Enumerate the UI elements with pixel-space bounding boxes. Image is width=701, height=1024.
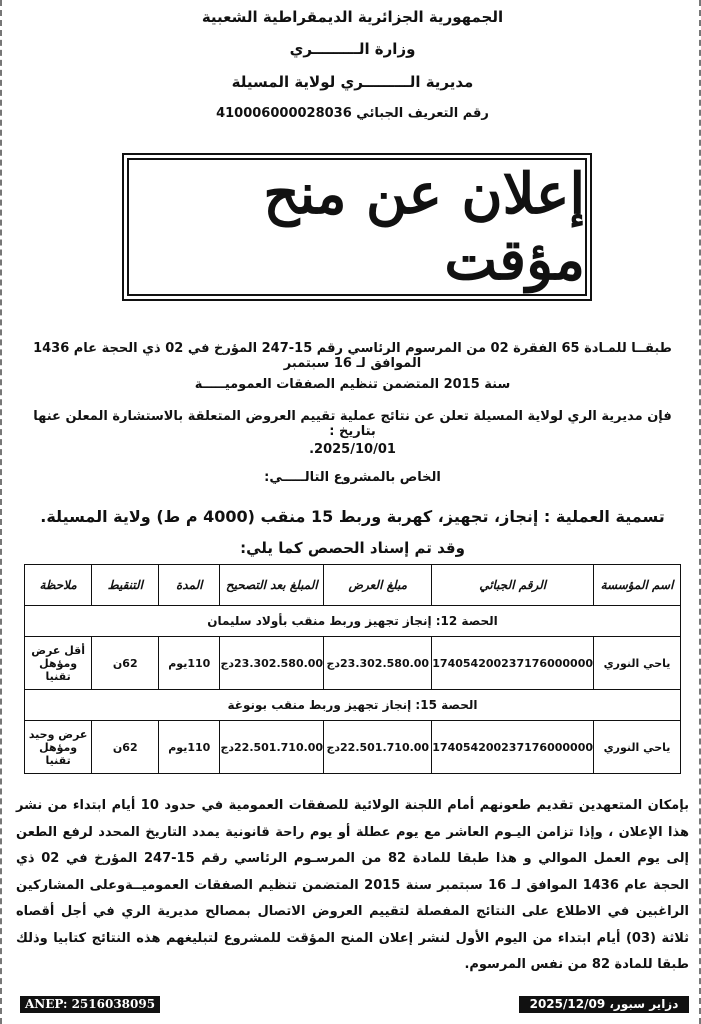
- corrected-amount-cell: 22.501.710.00دج: [220, 721, 324, 774]
- note-line-2: ومؤهل تقنيا: [39, 740, 78, 767]
- corrected-amount-cell: 23.302.580.00دج: [220, 637, 324, 690]
- table-row: [25, 721, 681, 774]
- publication-date: دزاير سبور، 2025/12/09: [519, 996, 689, 1013]
- col-score: التنقيط: [92, 565, 159, 606]
- results-table: [24, 564, 681, 774]
- directorate-heading: مديرية الـــــــــري لولاية المسيلة: [231, 73, 474, 91]
- lot-title-row: [25, 690, 681, 721]
- note-line-2: ومؤهل تقنيا: [39, 656, 78, 683]
- col-offer-amount: مبلغ العرض: [324, 565, 432, 606]
- duration-cell: 110يوم: [159, 637, 220, 690]
- company-cell: ياحي النوري: [594, 637, 681, 690]
- score-cell: 62ن: [92, 637, 159, 690]
- col-duration: المدة: [159, 565, 220, 606]
- intro-project-label: الخاص بالمشروع التالـــــي:: [264, 470, 441, 485]
- tax-number-cell: 174054200237176000000: [432, 721, 594, 774]
- table-header-row: [25, 565, 681, 606]
- note-cell: [25, 721, 92, 774]
- allocation-line: وقد تم إسناد الحصص كما يلي:: [240, 539, 465, 557]
- col-corrected-amount: المبلغ بعد التصحيح: [220, 565, 324, 606]
- col-note: ملاحظة: [25, 565, 92, 606]
- duration-cell: 110يوم: [159, 721, 220, 774]
- lot-title: الحصة 12: إنجاز تجهيز وربط منقب بأولاد سليمان: [25, 606, 681, 637]
- lot-title: الحصة 15: إنجاز تجهيز وربط منقب بونوغة: [25, 690, 681, 721]
- score-cell: 62ن: [92, 721, 159, 774]
- company-cell: ياحي النوري: [594, 721, 681, 774]
- intro-line-2: سنة 2015 المتضمن تنظيم الصفقات العموميـــــة: [194, 377, 511, 392]
- anep-reference: ANEP: 2516038095: [20, 996, 160, 1013]
- table-row: [25, 637, 681, 690]
- tax-number-cell: 174054200237176000000: [432, 637, 594, 690]
- announcement-title: إعلان عن منح مؤقت: [263, 161, 585, 293]
- intro-line-1: طبقــا للمـادة 65 الفقرة 02 من المرسوم الرئاسي رقم 15-247 المؤرخ في 02 ذي الحجة عام 1436 الموافق لـ 16 سبتمبر: [33, 341, 672, 371]
- col-tax-number: الرقم الجبائي: [432, 565, 594, 606]
- intro-line-3: فإن مديرية الري لولاية المسيلة تعلن عن نتائج عملية تقييم العروض المتعلقة بالاستشارة المعلن عنها بتاريخ :: [33, 409, 672, 439]
- republic-heading: الجمهورية الجزائرية الديمقراطية الشعبية: [201, 8, 504, 26]
- offer-amount-cell: 22.501.710.00دج: [324, 721, 432, 774]
- operation-name: تسمية العملية : إنجاز، تجهيز، كهربة وربط 15 منقب (4000 م ط) ولاية المسيلة.: [40, 507, 665, 526]
- offer-amount-cell: 23.302.580.00دج: [324, 637, 432, 690]
- intro-date: 2025/10/01.: [309, 442, 396, 457]
- note-line-1: أقل عرض: [31, 643, 86, 657]
- lot-title-row: [25, 606, 681, 637]
- col-company: اسم المؤسسة: [594, 565, 681, 606]
- note-cell: [25, 637, 92, 690]
- title-frame: [122, 153, 592, 301]
- appeal-paragraph: بإمكان المتعهدين تقديم طعونهم أمام اللجنة الولائية للصفقات العمومية في حدود 10 أيام ابتداء من نشر هذا الإعلان ، وإذا تزامن اليـوم العاشر مع يوم عطلة أو يوم راحة قانونية يمدد التاريخ المحدد لرفع الطعن إلى يوم العمل الموالي و هذا طبقا للمادة 82 من المرسـوم الرئاسي رقم 15-247 المؤرخ في 02 ذي الحجة عام 1436 الموافق لـ 16 سبتمبر سنة 2015 المتضمن تنظيم الصفقات العموميــةوعلى المشاركين الراغبين في الاطلاع على النتائج المفصلة لتقييم العروض الاتصال بمصالح مديرية الري في أجل أقصاه ثلاثة (03) أيام ابتداء من اليوم الأول لنشر إعلان المنح المؤقت للمشروع لتبليغهم هذه النتائج كتابيا وذلك طبقا للمادة 82 من نفس المرسوم.: [16, 798, 690, 972]
- tax-id-line: رقم التعريف الجبائي 410006000028036: [216, 106, 489, 121]
- ministry-heading: وزارة الـــــــــري: [289, 40, 416, 58]
- note-line-1: عرض وحيد: [28, 727, 88, 741]
